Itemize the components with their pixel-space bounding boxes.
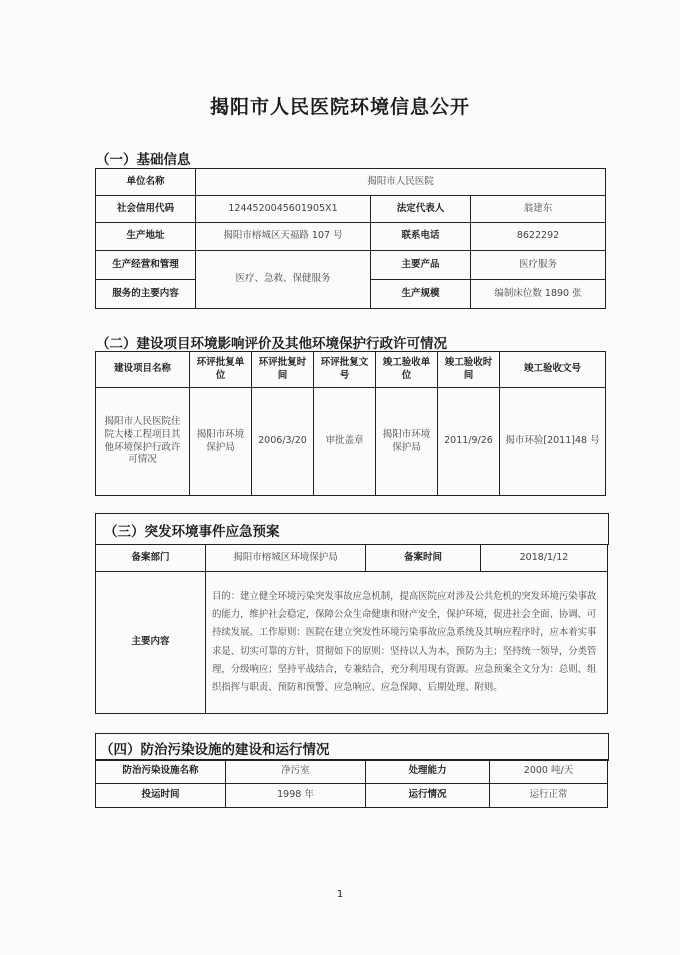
unit-name-label: 单位名称 xyxy=(96,169,196,196)
eia-header-acceptance-doc: 竣工验收文号 xyxy=(500,352,606,388)
eia-table xyxy=(95,351,606,496)
eia-approval-time: 2006/3/20 xyxy=(252,388,314,496)
eia-project-name: 揭阳市人民医院住院大楼工程项目其他环境保护行政许可情况 xyxy=(96,388,190,496)
filing-dept-value: 揭阳市榕城区环境保护局 xyxy=(206,545,366,572)
business-label-2: 服务的主要内容 xyxy=(96,280,196,309)
operation-status-label: 运行情况 xyxy=(366,784,490,808)
business-label-1: 生产经营和管理 xyxy=(96,251,196,280)
product-value: 医疗服务 xyxy=(471,251,606,280)
eia-header-approval-time: 环评批复时间 xyxy=(252,352,314,388)
section-4-title: （四）防治污染设施的建设和运行情况 xyxy=(100,742,330,758)
eia-approval-doc: 审批盖章 xyxy=(314,388,376,496)
document-title: 揭阳市人民医院环境信息公开 xyxy=(209,96,470,118)
eia-acceptance-doc: 揭市环验[2011]48 号 xyxy=(500,388,606,496)
phone-label: 联系电话 xyxy=(371,223,471,251)
section-1-title: （一）基础信息 xyxy=(96,152,191,168)
capacity-value: 2000 吨/天 xyxy=(490,760,608,784)
eia-header-approval-doc: 环评批复文号 xyxy=(314,352,376,388)
legal-rep-label: 法定代表人 xyxy=(371,196,471,223)
main-content-label: 主要内容 xyxy=(96,572,206,714)
eia-header-project: 建设项目名称 xyxy=(96,352,190,388)
legal-rep-value: 翁建东 xyxy=(471,196,606,223)
facility-name-label: 防治污染设施名称 xyxy=(96,760,226,784)
unit-name-value: 揭阳市人民医院 xyxy=(196,169,606,196)
emergency-plan-table xyxy=(95,544,608,714)
credit-code-label: 社会信用代码 xyxy=(96,196,196,223)
start-time-value: 1998 年 xyxy=(226,784,366,808)
section-2-title: （二）建设项目环境影响评价及其他环境保护行政许可情况 xyxy=(96,336,447,352)
scale-value: 编制床位数 1890 张 xyxy=(471,280,606,309)
main-content-value: 目的：建立健全环境污染突发事故应急机制，提高医院应对涉及公共危机的突发环境污染事故的能力，维护社会稳定，保障公众生命健康和财产安全，保护环境，促进社会全面、协调、可持续发展。工作原则：医院在建立突发性环境污染事故应急系统及其响应程序时，应本着实事求是、切实可靠的方针，贯彻如下的原则：坚持以人为本，预防为主；坚持统一领导，分类管理，分级响应；坚持平战结合，专兼结合，充分利用现有资源。应急预案全文分为：总则、组织指挥与职责、预防和预警、应急响应、应急保障、后期处理、附则。 xyxy=(206,572,608,714)
capacity-label: 处理能力 xyxy=(366,760,490,784)
page-number: 1 xyxy=(336,889,344,900)
phone-value: 8622292 xyxy=(471,223,606,251)
start-time-label: 投运时间 xyxy=(96,784,226,808)
credit-code-value: 1244520045601905X1 xyxy=(196,196,371,223)
basic-info-table xyxy=(95,168,606,309)
section-3-title: （三）突发环境事件应急预案 xyxy=(104,524,280,540)
pollution-facility-table xyxy=(95,759,608,808)
filing-time-value: 2018/1/12 xyxy=(481,545,608,572)
eia-acceptance-time: 2011/9/26 xyxy=(438,388,500,496)
eia-approval-unit: 揭阳市环境保护局 xyxy=(190,388,252,496)
business-value: 医疗、急救、保健服务 xyxy=(196,251,371,309)
facility-name-value: 净污室 xyxy=(226,760,366,784)
operation-status-value: 运行正常 xyxy=(490,784,608,808)
address-label: 生产地址 xyxy=(96,223,196,251)
address-value: 揭阳市榕城区天福路 107 号 xyxy=(196,223,371,251)
scale-label: 生产规模 xyxy=(371,280,471,309)
product-label: 主要产品 xyxy=(371,251,471,280)
filing-dept-label: 备案部门 xyxy=(96,545,206,572)
eia-header-acceptance-time: 竣工验收时间 xyxy=(438,352,500,388)
eia-header-approval-unit: 环评批复单位 xyxy=(190,352,252,388)
eia-header-acceptance-unit: 竣工验收单位 xyxy=(376,352,438,388)
filing-time-label: 备案时间 xyxy=(366,545,481,572)
eia-acceptance-unit: 揭阳市环境保护局 xyxy=(376,388,438,496)
